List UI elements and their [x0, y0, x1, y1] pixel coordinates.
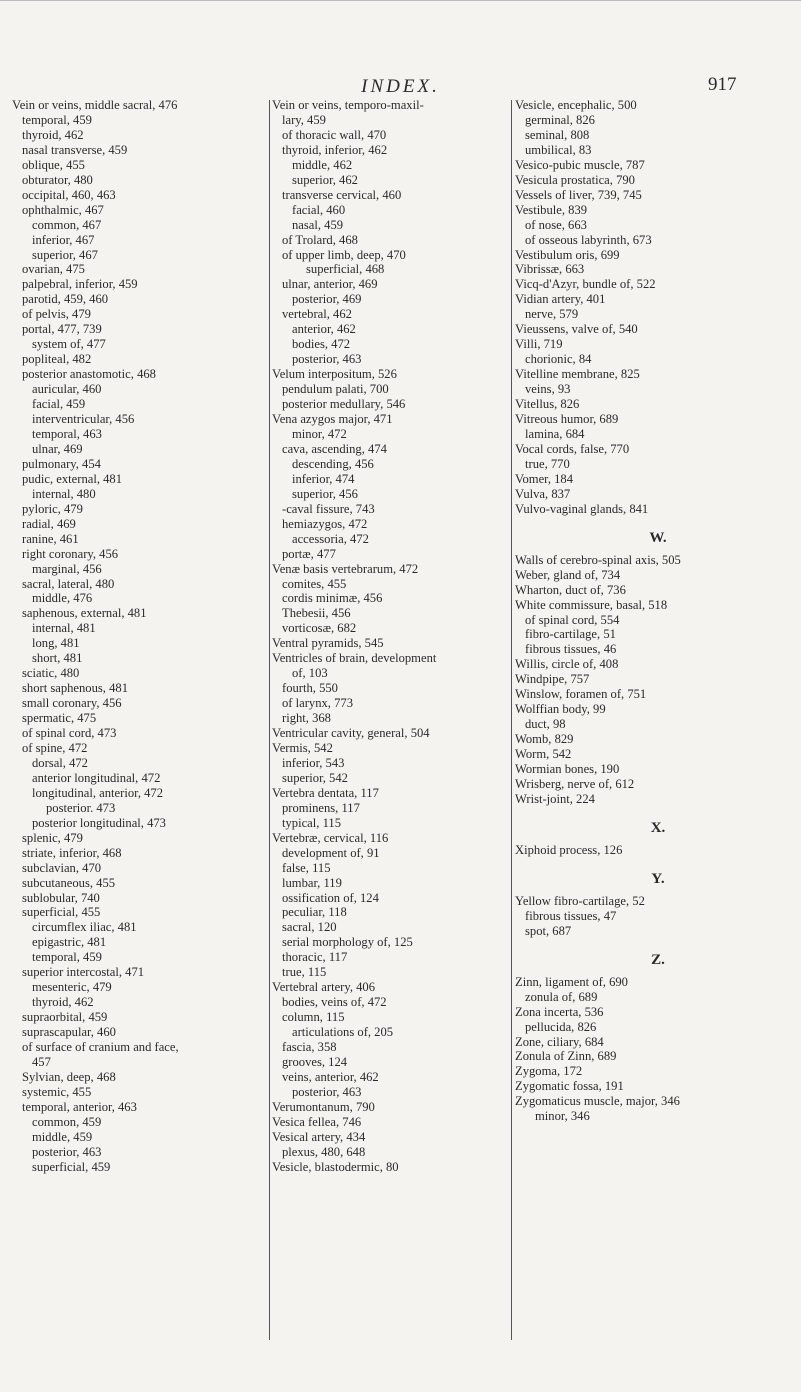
- index-subentry: ossification of, 124: [282, 890, 379, 905]
- index-subentry: systemic, 455: [22, 1084, 92, 1099]
- index-entry: Vulva, 837: [515, 486, 571, 501]
- index-entry: Winslow, foramen of, 751: [515, 687, 647, 702]
- index-subentry: nasal, 459: [292, 217, 344, 232]
- index-entry: Zygomaticus muscle, major, 346: [515, 1094, 680, 1109]
- index-subentry: mesenteric, 479: [32, 980, 112, 995]
- index-entry: Worm, 542: [515, 747, 572, 762]
- index-subentry: popliteal, 482: [22, 352, 92, 367]
- index-subentry: radial, 469: [22, 516, 76, 531]
- index-subentry: portæ, 477: [282, 546, 336, 561]
- index-subentry: fourth, 550: [282, 681, 338, 696]
- index-subentry: umbilical, 83: [525, 142, 592, 157]
- index-subentry: posterior, 469: [292, 292, 362, 307]
- index-subentry: posterior, 463: [32, 1144, 102, 1159]
- index-subentry: of osseous labyrinth, 673: [525, 232, 652, 247]
- index-subentry: thyroid, 462: [32, 995, 94, 1010]
- index-subentry: facial, 460: [292, 202, 346, 217]
- index-subentry: cava, ascending, 474: [282, 441, 387, 456]
- index-subentry: peculiar, 118: [282, 905, 347, 920]
- index-entry: Vesicle, blastodermic, 80: [272, 1159, 399, 1174]
- index-subentry: saphenous, external, 481: [22, 606, 147, 621]
- index-entry: Venæ basis vertebrarum, 472: [272, 561, 419, 576]
- index-subentry: lamina, 684: [525, 426, 585, 441]
- index-subentry: of spine, 472: [22, 740, 88, 755]
- index-subentry: occipital, 460, 463: [22, 187, 116, 202]
- index-entry: Villi, 719: [515, 337, 563, 352]
- index-entry: Vertebra dentata, 117: [272, 785, 379, 800]
- index-entry: Zygoma, 172: [515, 1064, 583, 1079]
- index-subentry: pellucida, 826: [525, 1019, 597, 1034]
- index-subentry: chorionic, 84: [525, 352, 592, 367]
- section-letter: Y.: [651, 870, 665, 887]
- index-subentry: prominens, 117: [282, 800, 360, 815]
- index-entry: Vesico-pubic muscle, 787: [515, 157, 645, 172]
- index-entry: Vein or veins, temporo-maxil-: [272, 98, 424, 112]
- index-entry: Vesica fellea, 746: [272, 1114, 362, 1129]
- page-number: 917: [708, 74, 737, 95]
- index-entry: Windpipe, 757: [515, 672, 590, 687]
- index-subentry: of Trolard, 468: [282, 232, 358, 247]
- index-subentry: pudic, external, 481: [22, 471, 123, 486]
- index-subentry: posterior longitudinal, 473: [32, 815, 166, 830]
- index-subentry: superior, 462: [292, 172, 358, 187]
- index-entry: Vicq-d'Azyr, bundle of, 522: [515, 277, 656, 292]
- index-entry: Vitreous humor, 689: [515, 412, 619, 427]
- index-subentry: Thebesii, 456: [282, 606, 351, 621]
- index-entry: Vocal cords, false, 770: [515, 441, 630, 456]
- index-subentry: posterior, 463: [292, 1084, 362, 1099]
- index-subentry: superior, 467: [32, 247, 98, 262]
- index-subentry: cordis minimæ, 456: [282, 591, 383, 606]
- index-entry: Vitelline membrane, 825: [515, 367, 640, 382]
- index-subentry: common, 459: [32, 1114, 102, 1129]
- index-subentry: splenic, 479: [22, 830, 83, 845]
- index-subentry: 457: [32, 1055, 51, 1069]
- index-subentry: auricular, 460: [32, 382, 102, 397]
- index-subentry: -caval fissure, 743: [282, 501, 375, 516]
- index-subentry: lary, 459: [282, 112, 326, 127]
- index-entry: Wolffian body, 99: [515, 702, 606, 717]
- index-subentry: right coronary, 456: [22, 546, 119, 561]
- index-entry: Vulvo-vaginal glands, 841: [515, 501, 649, 516]
- index-subentry: pulmonary, 454: [22, 456, 101, 471]
- index-subentry: superficial, 455: [22, 905, 101, 920]
- index-subentry: palpebral, inferior, 459: [22, 277, 138, 292]
- index-subentry: sciatic, 480: [22, 666, 80, 681]
- index-subentry: zonula of, 689: [525, 989, 598, 1004]
- index-subentry: thyroid, inferior, 462: [282, 142, 388, 157]
- index-subentry: fibro-cartilage, 51: [525, 627, 616, 642]
- index-subentry: posterior, 463: [292, 352, 362, 367]
- index-subentry: of larynx, 773: [282, 696, 353, 711]
- index-subentry: minor, 346: [535, 1109, 590, 1124]
- index-entry: Vestibulum oris, 699: [515, 247, 620, 262]
- index-subentry: pendulum palati, 700: [282, 382, 389, 397]
- index-subentry: vorticosæ, 682: [282, 621, 357, 636]
- index-subentry: superficial, 468: [306, 262, 385, 277]
- index-entry: Vesicle, encephalic, 500: [515, 98, 637, 112]
- index-subentry: superior, 542: [282, 770, 348, 785]
- index-subentry: common, 467: [32, 217, 102, 232]
- index-subentry: middle, 462: [292, 157, 353, 172]
- index-subentry: veins, anterior, 462: [282, 1069, 379, 1084]
- index-subentry: ulnar, 469: [32, 441, 83, 456]
- index-entry: Vidian artery, 401: [515, 292, 606, 307]
- index-subentry: of spinal cord, 554: [525, 612, 620, 627]
- index-entry: Zona incerta, 536: [515, 1004, 604, 1019]
- index-subentry: duct, 98: [525, 717, 566, 732]
- index-subentry: parotid, 459, 460: [22, 292, 109, 307]
- index-subentry: internal, 481: [32, 621, 96, 636]
- index-subentry: striate, inferior, 468: [22, 845, 122, 860]
- index-entry: Vessels of liver, 739, 745: [515, 187, 642, 202]
- index-subentry: short saphenous, 481: [22, 681, 128, 696]
- index-subentry: facial, 459: [32, 397, 86, 412]
- index-entry: Vitellus, 826: [515, 397, 580, 412]
- index-subentry: superior, 456: [292, 486, 358, 501]
- index-subentry: of surface of cranium and face,: [22, 1040, 179, 1055]
- index-entry: White commissure, basal, 518: [515, 597, 668, 612]
- index-subentry: comites, 455: [282, 576, 347, 591]
- index-subentry: nasal transverse, 459: [22, 142, 128, 157]
- index-subentry: superior intercostal, 471: [22, 965, 145, 980]
- index-subentry: posterior medullary, 546: [282, 397, 406, 412]
- index-subentry: thyroid, 462: [22, 127, 84, 142]
- index-subentry: superficial, 459: [32, 1159, 111, 1174]
- index-subentry: spot, 687: [525, 923, 572, 938]
- index-subentry: transverse cervical, 460: [282, 187, 402, 202]
- index-subentry: grooves, 124: [282, 1055, 348, 1069]
- index-entry: Vesical artery, 434: [272, 1129, 366, 1144]
- index-column-2: [272, 98, 510, 1175]
- index-entry: Velum interpositum, 526: [272, 367, 397, 382]
- column-divider-2: [511, 100, 512, 1340]
- index-subentry: fascia, 358: [282, 1040, 337, 1055]
- index-subentry: portal, 477, 739: [22, 322, 102, 337]
- index-subentry: posterior. 473: [46, 800, 116, 815]
- index-subentry: internal, 480: [32, 486, 96, 501]
- index-subentry: subcutaneous, 455: [22, 875, 116, 890]
- index-subentry: pyloric, 479: [22, 501, 83, 516]
- index-subentry: middle, 459: [32, 1129, 93, 1144]
- column-divider-1: [269, 100, 270, 1340]
- index-subentry: of nose, 663: [525, 217, 587, 232]
- index-subentry: bodies, veins of, 472: [282, 995, 387, 1010]
- index-subentry: of pelvis, 479: [22, 307, 91, 322]
- index-subentry: right, 368: [282, 711, 331, 726]
- index-subentry: supraorbital, 459: [22, 1010, 108, 1025]
- index-entry: Yellow fibro-cartilage, 52: [515, 893, 645, 908]
- index-column-1: [12, 98, 268, 1175]
- index-subentry: veins, 93: [525, 382, 571, 397]
- index-subentry: middle, 476: [32, 591, 93, 606]
- index-subentry: typical, 115: [282, 815, 341, 830]
- index-subentry: true, 115: [282, 965, 327, 980]
- index-subentry: sacral, 120: [282, 920, 337, 935]
- index-subentry: short, 481: [32, 651, 83, 666]
- index-entry: Vein or veins, middle sacral, 476: [12, 98, 178, 112]
- index-subentry: epigastric, 481: [32, 935, 107, 950]
- index-entry: Verumontanum, 790: [272, 1099, 375, 1114]
- index-subentry: temporal, 459: [32, 950, 102, 965]
- index-subentry: inferior, 474: [292, 471, 355, 486]
- index-entry: Vibrissæ, 663: [515, 262, 585, 277]
- index-subentry: serial morphology of, 125: [282, 935, 413, 950]
- index-subentry: seminal, 808: [525, 127, 590, 142]
- index-subentry: germinal, 826: [525, 112, 595, 127]
- index-subentry: fibrous tissues, 46: [525, 642, 617, 657]
- section-letter: X.: [650, 819, 666, 836]
- index-subentry: inferior, 467: [32, 232, 95, 247]
- index-subentry: obturator, 480: [22, 172, 93, 187]
- index-entry: Wrist-joint, 224: [515, 791, 595, 806]
- index-entry: Vesicula prostatica, 790: [515, 172, 635, 187]
- index-subentry: Sylvian, deep, 468: [22, 1069, 116, 1084]
- index-entry: Vertebræ, cervical, 116: [272, 830, 389, 845]
- index-entry: Zonula of Zinn, 689: [515, 1049, 617, 1064]
- index-entry: Wharton, duct of, 736: [515, 582, 626, 597]
- index-entry: Zinn, ligament of, 690: [515, 974, 628, 989]
- index-subentry: column, 115: [282, 1010, 345, 1025]
- index-subentry: thoracic, 117: [282, 950, 348, 965]
- index-subentry: descending, 456: [292, 456, 374, 471]
- index-subentry: lumbar, 119: [282, 875, 342, 890]
- index-entry: Vieussens, valve of, 540: [515, 322, 638, 337]
- index-entry: Xiphoid process, 126: [515, 842, 623, 857]
- index-subentry: suprascapular, 460: [22, 1025, 116, 1040]
- index-subentry: articulations of, 205: [292, 1025, 394, 1040]
- index-subentry: false, 115: [282, 860, 331, 875]
- index-entry: Ventricular cavity, general, 504: [272, 726, 430, 741]
- index-entry: Weber, gland of, 734: [515, 567, 621, 582]
- index-subentry: anterior, 462: [292, 322, 356, 337]
- index-column-3: [515, 98, 801, 1124]
- index-subentry: small coronary, 456: [22, 696, 122, 711]
- index-subentry: ovarian, 475: [22, 262, 85, 277]
- index-entry: Vestibule, 839: [515, 202, 588, 217]
- index-entry: Wrisberg, nerve of, 612: [515, 776, 635, 791]
- index-subentry: accessoria, 472: [292, 531, 369, 546]
- running-head: INDEX.: [361, 76, 440, 97]
- index-subentry: temporal, anterior, 463: [22, 1099, 137, 1114]
- index-subentry: development of, 91: [282, 845, 380, 860]
- index-subentry: subclavian, 470: [22, 860, 102, 875]
- index-subentry: spermatic, 475: [22, 711, 97, 726]
- index-subentry: sacral, lateral, 480: [22, 576, 115, 591]
- index-subentry: anterior longitudinal, 472: [32, 770, 161, 785]
- index-entry: Ventricles of brain, development: [272, 651, 437, 666]
- index-entry: Ventral pyramids, 545: [272, 636, 384, 651]
- index-entry: Zygomatic fossa, 191: [515, 1079, 624, 1094]
- index-entry: Vomer, 184: [515, 471, 574, 486]
- index-subentry: oblique, 455: [22, 157, 85, 172]
- index-subentry: of thoracic wall, 470: [282, 127, 387, 142]
- index-entry: Vertebral artery, 406: [272, 980, 376, 995]
- index-subentry: circumflex iliac, 481: [32, 920, 137, 935]
- index-subentry: plexus, 480, 648: [282, 1144, 366, 1159]
- index-subentry: temporal, 463: [32, 426, 102, 441]
- index-entry: Womb, 829: [515, 732, 574, 747]
- index-entry: Vermis, 542: [272, 740, 333, 755]
- index-subentry: ophthalmic, 467: [22, 202, 104, 217]
- index-subentry: temporal, 459: [22, 112, 92, 127]
- index-subentry: posterior anastomotic, 468: [22, 367, 156, 382]
- index-subentry: ranine, 461: [22, 531, 79, 546]
- index-subentry: system of, 477: [32, 337, 106, 352]
- index-entry: Vena azygos major, 471: [272, 412, 393, 427]
- index-subentry: interventricular, 456: [32, 412, 135, 427]
- section-letter: W.: [649, 529, 667, 546]
- index-subentry: of upper limb, deep, 470: [282, 247, 406, 262]
- index-subentry: true, 770: [525, 456, 570, 471]
- index-subentry: vertebral, 462: [282, 307, 352, 322]
- index-subentry: of, 103: [292, 666, 328, 681]
- index-entry: Zone, ciliary, 684: [515, 1034, 604, 1049]
- index-subentry: sublobular, 740: [22, 890, 100, 905]
- index-subentry: inferior, 543: [282, 755, 345, 770]
- section-letter: Z.: [651, 951, 665, 968]
- index-subentry: ulnar, anterior, 469: [282, 277, 378, 292]
- index-subentry: longitudinal, anterior, 472: [32, 785, 164, 800]
- index-subentry: hemiazygos, 472: [282, 516, 368, 531]
- index-entry: Willis, circle of, 408: [515, 657, 619, 672]
- index-entry: Walls of cerebro-spinal axis, 505: [515, 552, 681, 567]
- index-subentry: fibrous tissues, 47: [525, 908, 617, 923]
- index-subentry: dorsal, 472: [32, 755, 88, 770]
- index-subentry: of spinal cord, 473: [22, 726, 117, 741]
- index-subentry: minor, 472: [292, 426, 347, 441]
- index-subentry: long, 481: [32, 636, 80, 651]
- top-edge-rule: [0, 0, 801, 1]
- index-subentry: bodies, 472: [292, 337, 351, 352]
- index-entry: Wormian bones, 190: [515, 762, 620, 777]
- index-subentry: marginal, 456: [32, 561, 102, 576]
- index-subentry: nerve, 579: [525, 307, 579, 322]
